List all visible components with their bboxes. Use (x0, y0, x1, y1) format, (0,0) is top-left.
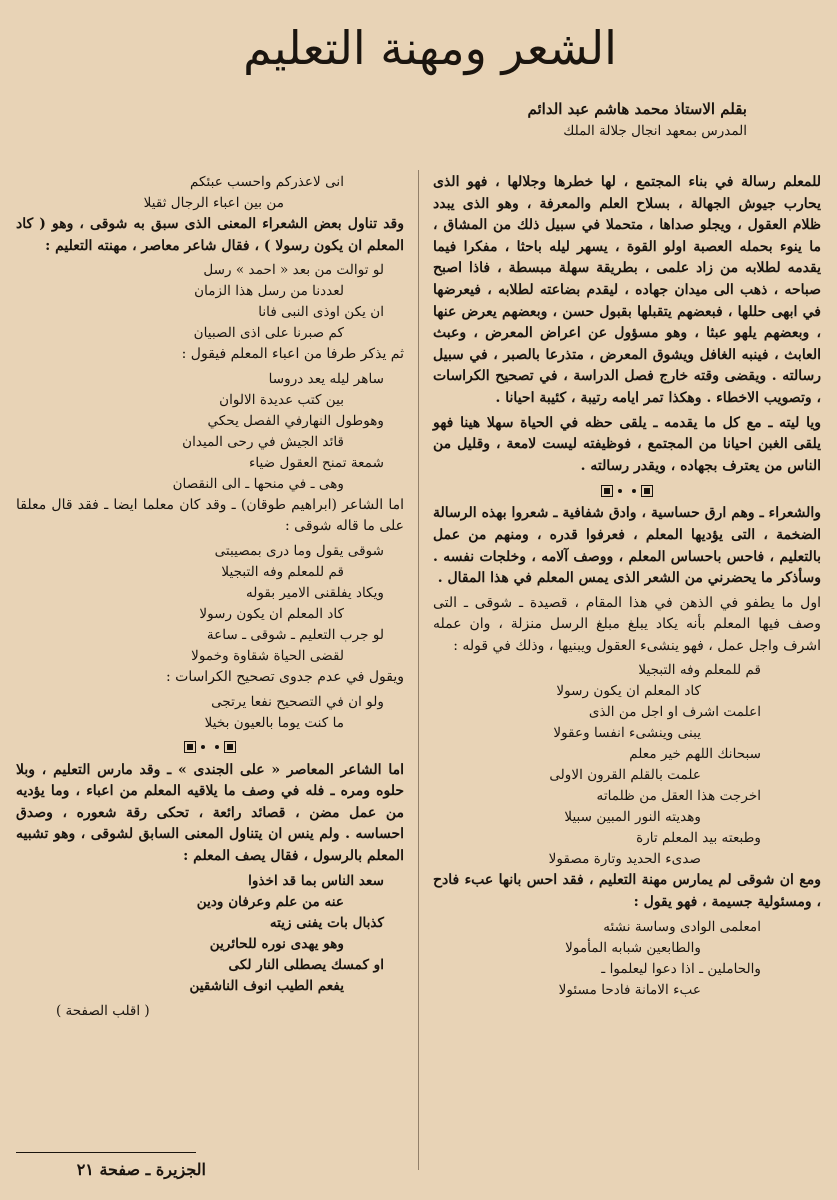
verse-line: او كمسك يصطلى النار لكى (228, 956, 384, 973)
section-separator (433, 481, 821, 499)
verse-line: علمت بالقلم القرون الاولى (549, 767, 701, 784)
verse-line: سعد الناس بما قد اخذوا (248, 872, 384, 889)
poem (16, 541, 404, 667)
verse-line: اعلمت اشرف او اجل من الذى (588, 704, 761, 721)
square-ornament-icon (224, 741, 236, 753)
paragraph: وقد تناول بعض الشعراء المعنى الذى سبق به شوقى ، وهو ( كاد المعلم ان يكون رسولا ) ، فقال شاعر معاصر ، مهنته التعليم : (16, 216, 404, 254)
paragraph: ثم يذكر طرفا من اعباء المعلم فيقول : (181, 346, 404, 363)
right-column (433, 172, 821, 1001)
verse-line: والحاملين ـ اذا دعوا ليعلموا ـ (601, 960, 761, 977)
verse-line: ويكاد يفلقنى الامير بقوله (245, 584, 384, 601)
verse-line: انى لاعذركم واحسب عبئكم (189, 174, 344, 190)
column-divider (418, 170, 419, 1170)
verse-line: قم للمعلم وفه التبجيلا (638, 662, 761, 679)
paragraph: للمعلم رسالة في بناء المجتمع ، لها خطرها وجلالها ، فهو الذى يحارب جيوش الجهالة ، بسلاح العلم والمعرفة ، وهو الذى يبدد ظلام العقول ، ويجلو صداها ، متحملا في سبيل ذلك من المشاق ، ما ينوء بحمله العصبة اولو القوة ، يسهر ليله باحثا ، مفكرا فيما يقدمه لطلابه من زاد علمى ، بطريقة سهلة مبسطة ، فاذا اصبح صباحه ، ذهب الى ميدان جهاده ، ليقدم بضاعته لطلابه ، فيعرضها في ابهى حللها ، فبعضهم يتقبلها بقبول حسن ، وبعضهم يعرض عنها ، وبعضهم يلهو عبثا ، وهو مسؤول عن اعراض المعرض ، وعبث العابث ، فينبه الغافل ويشوق المعرض ، متذرعا بالصبر ، في سبيل رسالته . ويقضى وقته خارج فصل الدراسة ، في تصحيح الكراسات ، وتصويب الاخطاء . وهكذا تمر ايامه رتيبة ، كئيبة احيانا . (433, 174, 821, 406)
verse-line: قائد الجيش في رحى الميدان (182, 433, 344, 450)
footer-rule (16, 1152, 196, 1153)
verse-line: عنه من علم وعرفان ودين (196, 893, 344, 910)
verse-line: ما كنت يوما بالعيون بخيلا (204, 714, 344, 731)
verse-line: شوقى يقول وما درى بمصيبتى (214, 542, 384, 559)
poem (433, 917, 821, 1001)
page-footer: الجزيرة ـ صفحة ٢١ (76, 1160, 206, 1179)
author-name: بقلم الاستاذ محمد هاشم عبد الدائم (527, 100, 747, 118)
byline (387, 98, 747, 142)
dot-ornament-icon (215, 745, 219, 749)
poem (433, 660, 821, 870)
poem (16, 871, 404, 997)
paragraph: ويا ليته ـ مع كل ما يقدمه ـ يلقى حظه في الحياة سهلا هينا فهو يلقى الغبن احيانا من المجتمع ، فوظيفته ليست لامعة ، وقليل من الناس من يعترف بجهاده ، ويقدر رسالته . (433, 414, 821, 474)
verse-line: وهى ـ في منحها ـ الى النقصان (172, 475, 344, 492)
square-ornament-icon (601, 485, 613, 497)
paragraph: والشعراء ـ وهم ارق حساسية ، وادق شفافية ـ شعروا بهذه الرسالة الضخمة ، التى يؤديها المعلم ، فعرفوا قدره ، ومنهم من عمل بالتعليم ، فاحس باحساس المعلم ، ووصف آلامه ، وخلجات نفسه . وسأذكر ما يحضرني من الشعر الذى يمس المعلم في هذا المقال . (433, 505, 821, 587)
verse-line: من بين اعباء الرجال ثقيلا (143, 195, 284, 211)
verse-line: كم صبرنا على اذى الصبيان (193, 325, 344, 342)
square-ornament-icon (184, 741, 196, 753)
paragraph: ويقول في عدم جدوى تصحيح الكراسات : (165, 668, 404, 685)
verse-line: شمعة تمنح العقول ضياء (248, 454, 384, 471)
verse-line: لو توالت من بعد « احمد » رسل (203, 262, 384, 279)
verse-line: اخرجت هذا العقل من ظلماته (596, 788, 761, 805)
section-separator (16, 738, 404, 756)
paragraph: ومع ان شوقى لم يمارس مهنة التعليم ، فقد احس بانها عبء فادح ، ومسئولية جسيمة ، فهو يقول : (433, 872, 821, 911)
dot-ornament-icon (618, 489, 622, 493)
verse-line: يفعم الطيب انوف الناشقين (189, 977, 344, 994)
verse-line: لعددنا من رسل هذا الزمان (194, 283, 344, 300)
left-column (16, 172, 404, 1022)
verse-line: يبنى وينشىء انفسا وعقولا (553, 725, 701, 742)
dot-ornament-icon (632, 489, 636, 493)
verse-line: امعلمى الوادى وساسة نشئه (603, 918, 761, 935)
poem (16, 260, 404, 344)
verse-line: كاد المعلم ان يكون رسولا (556, 683, 701, 700)
verse-line: لو جرب التعليم ـ شوقى ـ ساعة (206, 626, 384, 643)
verse-line: كاد المعلم ان يكون رسولا (199, 605, 344, 622)
paragraph: اما الشاعر المعاصر « على الجندى » ـ وقد مارس التعليم ، وبلا حلوه ومره ـ فله في وصف ما يلاقيه المعلم من اعباء ، وما يؤديه من عمل مضن ، قصائد رائعة ، تحكى رقة شعوره ، وصدق احساسه . ولم ينس ان يتناول المعنى السابق لشوقى ، وهو تشبيه المعلم بالرسول ، فقال يصف المعلم : (16, 761, 404, 864)
verse-line: وهو يهدى نوره للحائرين (209, 935, 344, 952)
verse-line: كذبال بات يفنى زيته (269, 914, 384, 931)
verse-line: وطبعته بيد المعلم تارة (636, 830, 761, 847)
paragraph: اول ما يطفو في الذهن في هذا المقام ، قصيدة ـ شوقى ـ التى وصف فيها المعلم بأنه يكاد يبلغ مبلغ الرسل منزلة ، وان عمله اشرف واجل عمل ، فهو ينشىء العقول ويبنيها ، وذلك في قوله : (433, 594, 821, 654)
verse-line: ولو ان في التصحيح نفعا يرتجى (211, 693, 384, 710)
poem (16, 172, 404, 214)
article-title: الشعر ومهنة التعليم (243, 21, 617, 75)
verse-line: وهديته النور المبين سبيلا (564, 809, 701, 826)
square-ornament-icon (641, 485, 653, 497)
verse-line: والطابعين شبابه المأمولا (565, 939, 701, 956)
verse-line: وهوطول النهارفي الفصل يحكي (207, 412, 384, 429)
verse-line: سبحانك اللهم خير معلم (629, 746, 761, 763)
dot-ornament-icon (201, 745, 205, 749)
verse-line: لقضى الحياة شقاوة وخمولا (191, 647, 344, 664)
turn-page-note: ( اقلب الصفحة ) (56, 1002, 150, 1019)
verse-line: بين كتب عديدة الالوان (219, 391, 344, 408)
poem (16, 692, 404, 734)
author-position: المدرس بمعهد انجال جلالة الملك (563, 123, 747, 139)
verse-line: صدىء الحديد وتارة مصقولا (548, 851, 701, 868)
verse-line: ان يكن اوذى النبى فانا (258, 304, 384, 321)
verse-line: ساهر ليله يعد دروسا (268, 370, 384, 387)
verse-line: قم للمعلم وفه التبجيلا (221, 563, 344, 580)
verse-line: عبء الامانة فادحا مسئولا (558, 981, 701, 998)
poem (16, 369, 404, 495)
paragraph: اما الشاعر (ابراهيم طوقان) ـ وقد كان معلما ايضا ـ فقد قال معلقا على ما قاله شوقى : (16, 496, 404, 535)
